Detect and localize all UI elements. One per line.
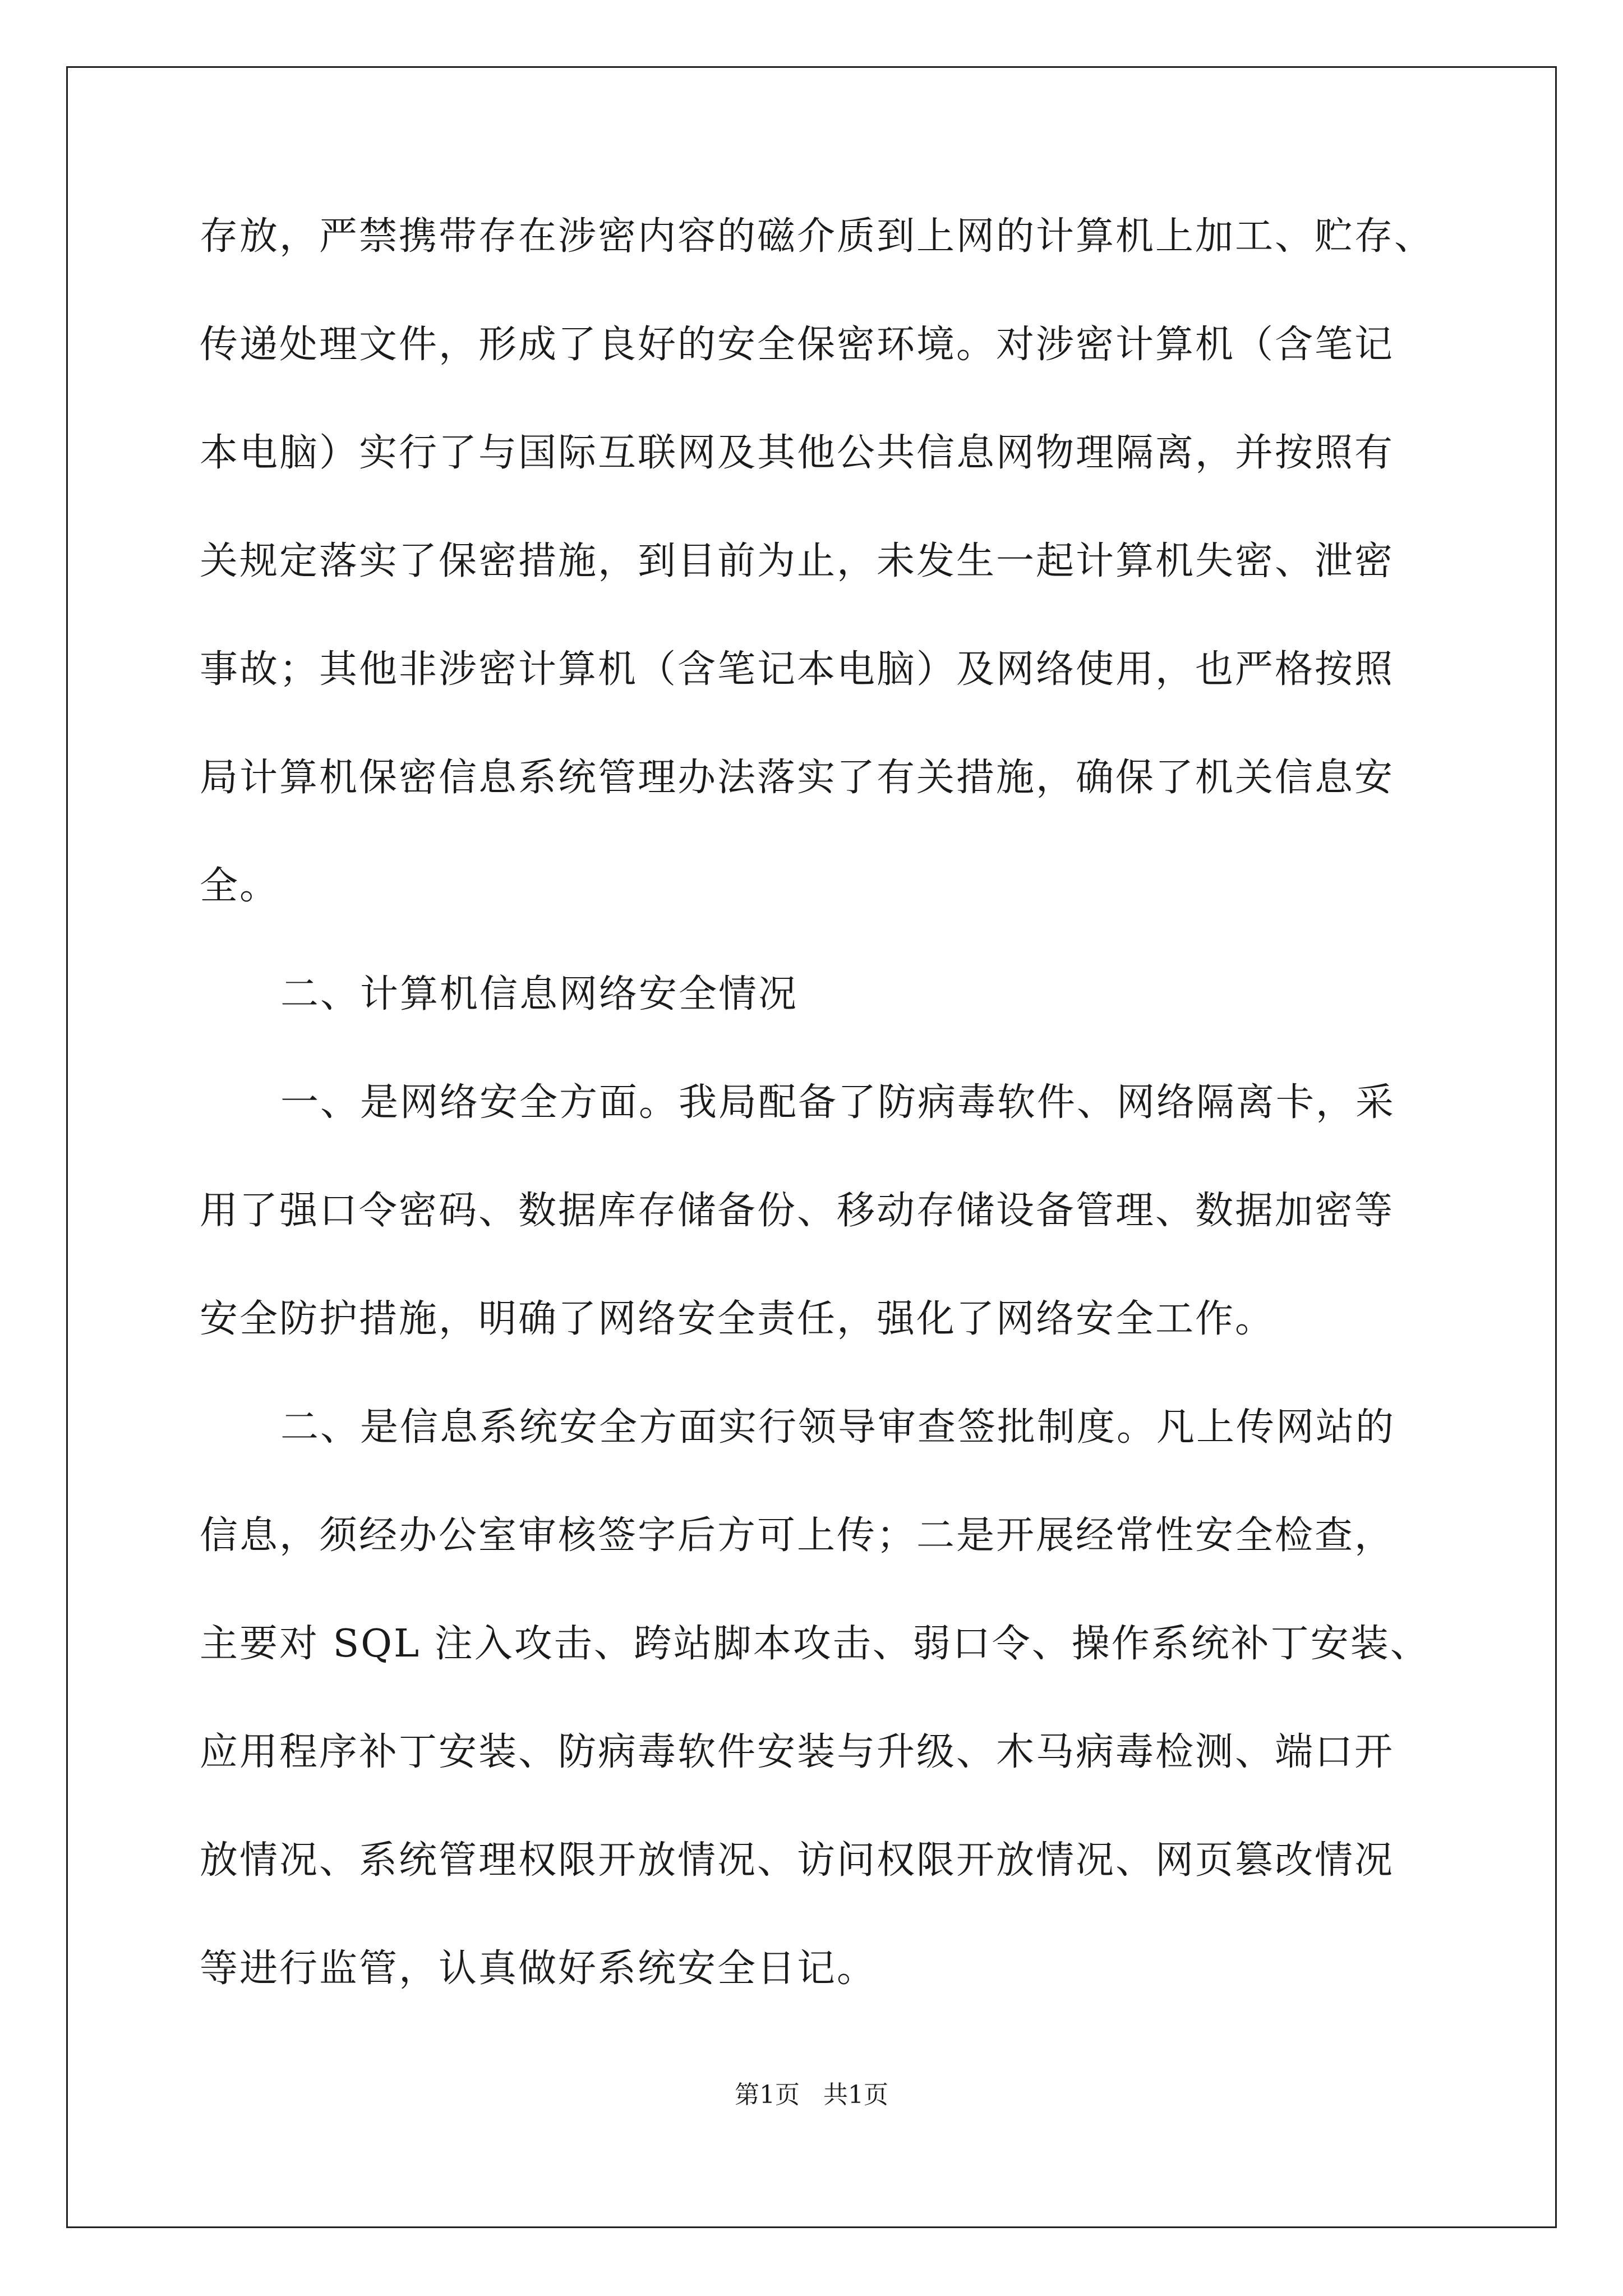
page-number: 第1页 xyxy=(735,2081,800,2109)
paragraph-line: 事故；其他非涉密计算机（含笔记本电脑）及网络使用，也严格按照 xyxy=(200,647,1395,692)
document-body xyxy=(200,209,1435,2049)
paragraph-line: 二、是信息系统安全方面实行领导审查签批制度。凡上传网站的 xyxy=(280,1405,1396,1450)
paragraph-line: 安全防护措施，明确了网络安全责任，强化了网络安全工作。 xyxy=(200,1297,1275,1341)
paragraph-line: 关规定落实了保密措施，到目前为止，未发生一起计算机失密、泄密 xyxy=(200,539,1395,583)
paragraph-line: 用了强口令密码、数据库存储备份、移动存储设备管理、数据加密等 xyxy=(200,1189,1395,1233)
paragraph-line: 存放，严禁携带存在涉密内容的磁介质到上网的计算机上加工、贮存、 xyxy=(200,214,1435,259)
paragraph-line: 局计算机保密信息系统管理办法落实了有关措施，确保了机关信息安 xyxy=(200,756,1395,800)
paragraph-line: 一、是网络安全方面。我局配备了防病毒软件、网络隔离卡，采 xyxy=(280,1080,1396,1125)
paragraph-line: 本电脑）实行了与国际互联网及其他公共信息网物理隔离，并按照有 xyxy=(200,431,1395,475)
section-heading: 二、计算机信息网络安全情况 xyxy=(280,972,799,1016)
page-total: 共1页 xyxy=(823,2081,888,2109)
page-footer xyxy=(0,2078,1623,2112)
paragraph-line: 信息，须经办公室审核签字后方可上传；二是开展经常性安全检查， xyxy=(200,1513,1395,1558)
paragraph-line: 应用程序补丁安装、防病毒软件安装与升级、木马病毒检测、端口开 xyxy=(200,1730,1395,1774)
paragraph-line: 放情况、系统管理权限开放情况、访问权限开放情况、网页篡改情况 xyxy=(200,1838,1395,1883)
paragraph-line: 等进行监管，认真做好系统安全日记。 xyxy=(200,1947,877,1991)
paragraph-line: 主要对 SQL 注入攻击、跨站脚本攻击、弱口令、操作系统补丁安装、 xyxy=(200,1622,1430,1666)
paragraph-line: 全。 xyxy=(200,864,280,908)
paragraph-line: 传递处理文件，形成了良好的安全保密环境。对涉密计算机（含笔记 xyxy=(200,323,1395,367)
